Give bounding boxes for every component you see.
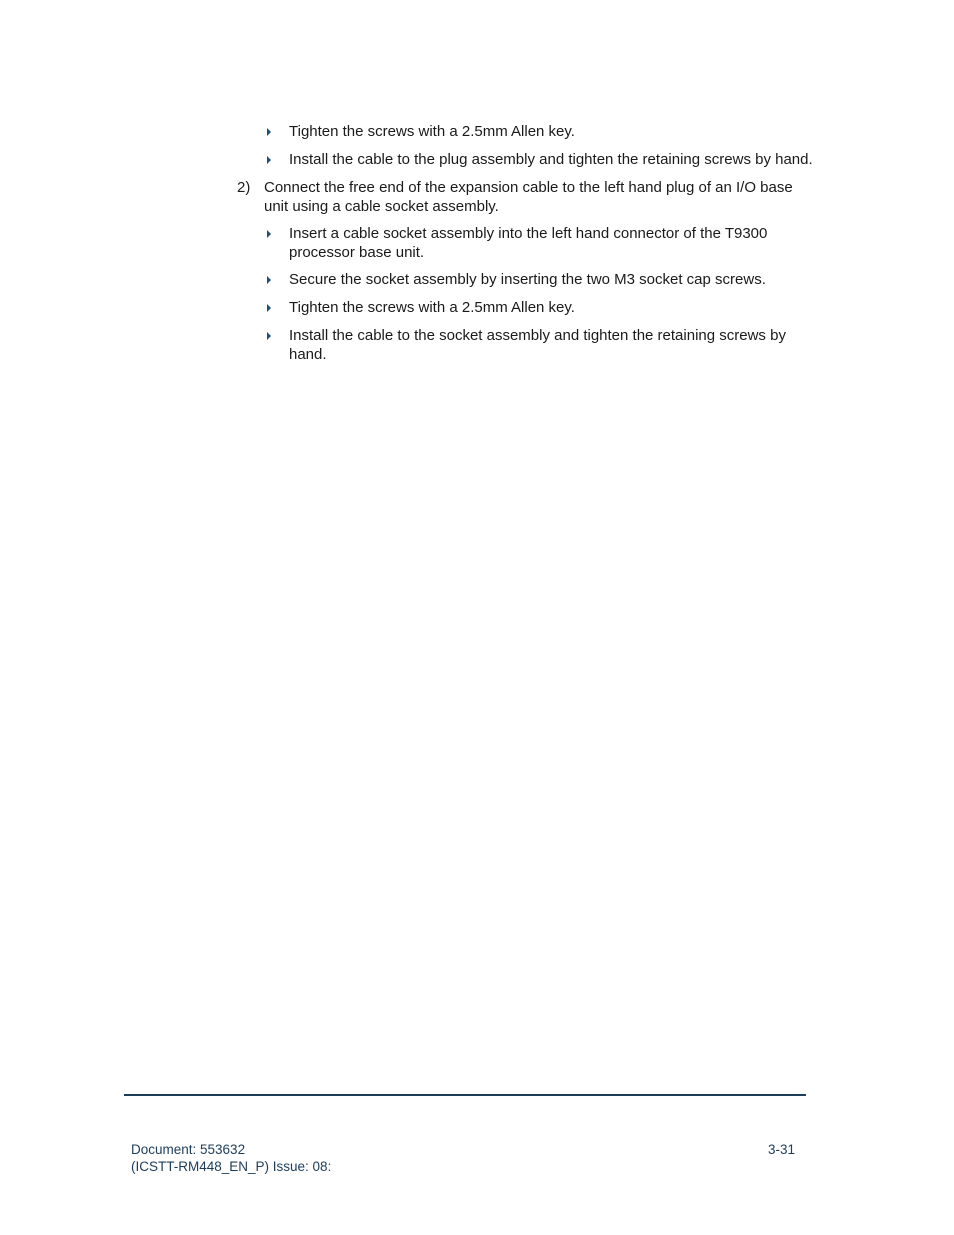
bullet-item xyxy=(289,299,809,318)
bullet-text: Tighten the screws with a 2.5mm Allen key. xyxy=(289,123,575,140)
bullet-text: Secure the socket assembly by inserting the two M3 socket cap screws. xyxy=(289,271,766,288)
bullet-text: Install the cable to the plug assembly and tighten the retaining screws by hand. xyxy=(289,151,813,168)
bullet-item xyxy=(289,123,809,142)
bullet-arrow-icon xyxy=(267,276,271,284)
bullet-item xyxy=(289,327,809,364)
step-text: Connect the free end of the expansion cable to the left hand plug of an I/O base unit using a cable socket assembly. xyxy=(264,179,793,215)
bullet-arrow-icon xyxy=(267,332,271,340)
footer-issue: (ICSTT-RM448_EN_P) Issue: 08: xyxy=(131,1159,332,1174)
bullet-item xyxy=(289,151,819,170)
footer-document-number: Document: 553632 xyxy=(131,1142,246,1157)
footer-divider xyxy=(124,1094,806,1096)
bullet-arrow-icon xyxy=(267,156,271,164)
bullet-text: Insert a cable socket assembly into the left hand connector of the T9300 processor base unit. xyxy=(289,225,768,261)
bullet-text: Install the cable to the socket assembly and tighten the retaining screws by hand. xyxy=(289,327,786,363)
bullet-item xyxy=(289,225,809,262)
bullet-arrow-icon xyxy=(267,128,271,136)
bullet-arrow-icon xyxy=(267,304,271,312)
step-number: 2) xyxy=(237,179,251,196)
bullet-text: Tighten the screws with a 2.5mm Allen key. xyxy=(289,299,575,316)
footer-page-number: 3-31 xyxy=(768,1142,796,1157)
bullet-arrow-icon xyxy=(267,230,271,238)
numbered-step xyxy=(237,179,809,216)
bullet-item xyxy=(289,271,809,290)
